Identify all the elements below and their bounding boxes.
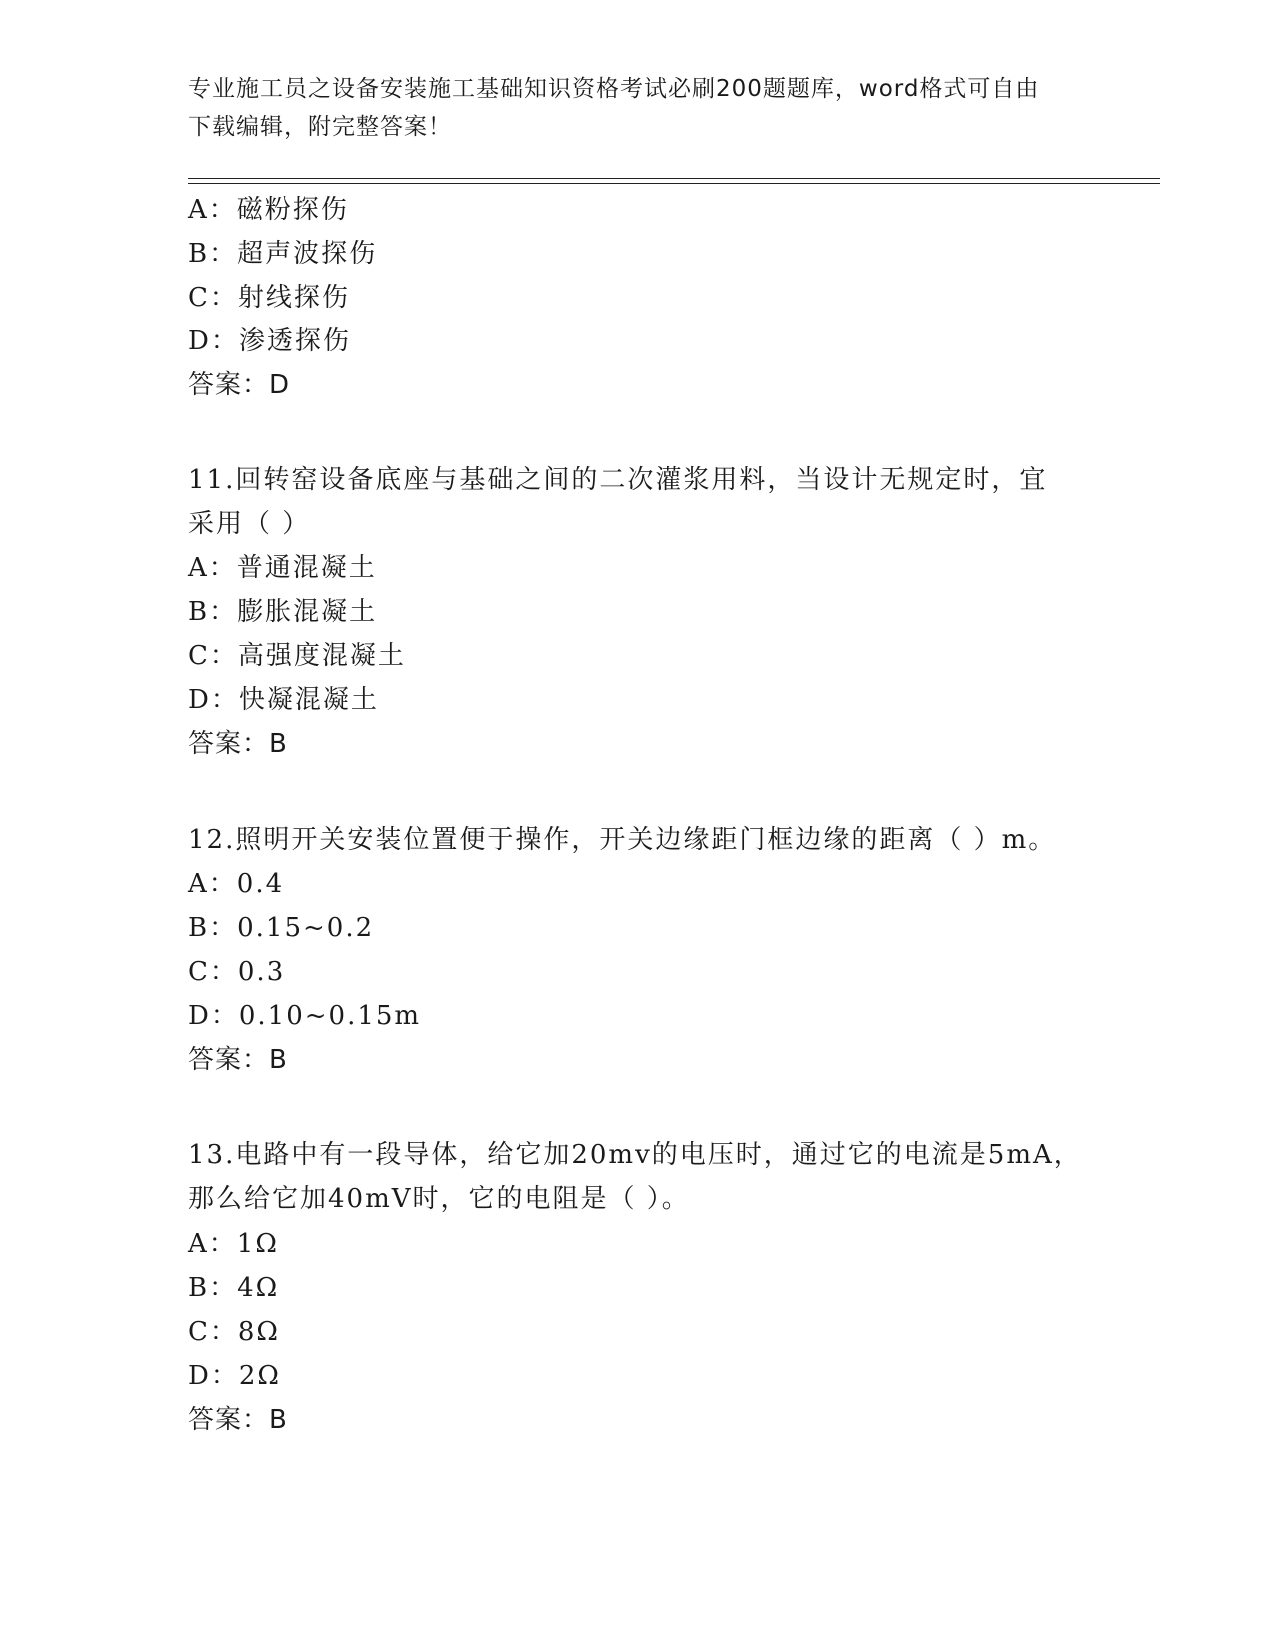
header-line-1: 专业施工员之设备安装施工基础知识资格考试必刷200题题库，word格式可自由: [188, 76, 1040, 102]
q13-option-a: A：1Ω: [188, 1229, 279, 1259]
q13-stem-line-1: 13.电路中有一段导体，给它加20mv的电压时，通过它的电流是5mA，: [188, 1140, 1082, 1170]
q11-option-b: B：膨胀混凝土: [188, 597, 378, 627]
q11-answer: 答案：B: [188, 729, 288, 759]
q10-option-d: D：渗透探伤: [188, 326, 351, 356]
q13-answer: 答案：B: [188, 1405, 288, 1435]
q10-option-b: B：超声波探伤: [188, 239, 378, 269]
q11-stem-line-1: 11.回转窑设备底座与基础之间的二次灌浆用料，当设计无规定时，宜: [188, 465, 1048, 495]
q12-option-d: D：0.10~0.15m: [188, 1001, 422, 1031]
q11-option-a: A：普通混凝土: [188, 553, 377, 583]
q11-option-c: C：高强度混凝土: [188, 641, 406, 671]
header-line-2: 下载编辑，附完整答案！: [188, 114, 452, 140]
q13-stem-line-2: 那么给它加40mV时，它的电阻是（ ）。: [188, 1184, 690, 1214]
q10-option-c: C：射线探伤: [188, 283, 350, 313]
header-divider-bottom: [188, 183, 1160, 184]
q13-option-b: B：4Ω: [188, 1273, 280, 1303]
q10-option-a: A：磁粉探伤: [188, 195, 349, 225]
document-header: [188, 70, 1068, 146]
q11-option-d: D：快凝混凝土: [188, 685, 379, 715]
q12-option-a: A：0.4: [188, 869, 285, 899]
q12-option-c: C：0.3: [188, 957, 286, 987]
q12-option-b: B：0.15~0.2: [188, 913, 375, 943]
q10-answer: 答案：D: [188, 370, 291, 400]
q12-stem-line-1: 12.照明开关安装位置便于操作，开关边缘距门框边缘的距离（ ）m。: [188, 825, 1057, 855]
q11-stem-line-2: 采用（ ）: [188, 509, 311, 539]
q13-option-d: D：2Ω: [188, 1361, 281, 1391]
header-divider-top: [188, 178, 1160, 179]
q13-option-c: C：8Ω: [188, 1317, 280, 1347]
q12-answer: 答案：B: [188, 1045, 288, 1075]
